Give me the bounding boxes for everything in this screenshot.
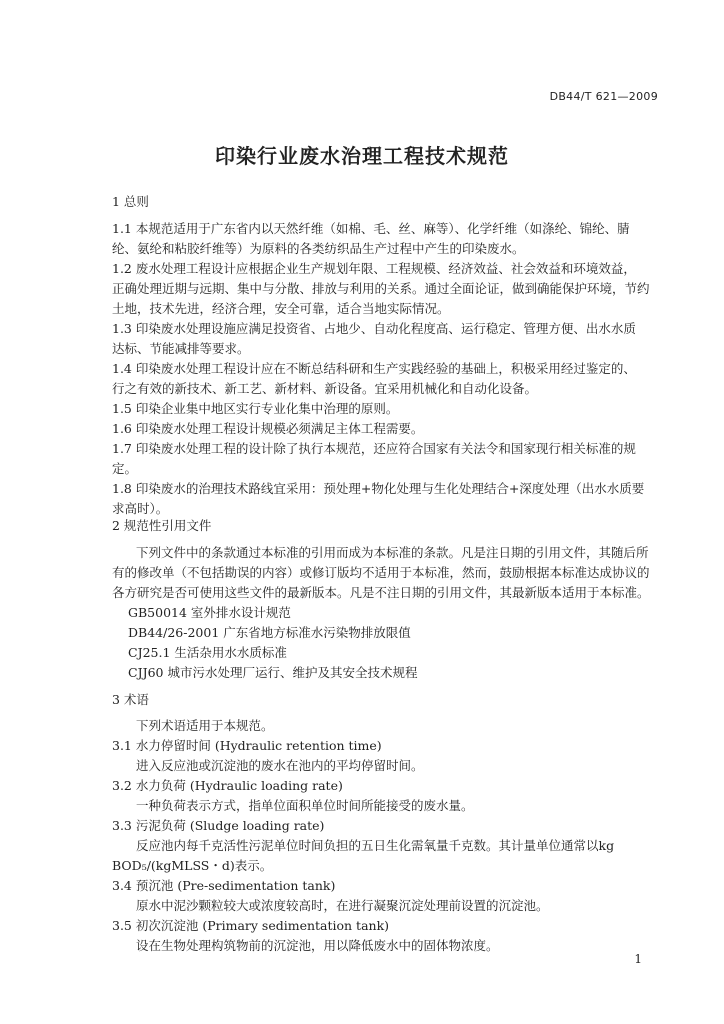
term-definition: 反应池内每千克活性污泥单位时间负担的五日生化需氧量千克数。其计量单位通常以kg: [136, 838, 615, 853]
paragraph-line: 下列术语适用于本规范。: [136, 718, 274, 733]
clause-line: 土地，技术先进，经济合理，安全可靠，适合当地实际情况。: [112, 301, 450, 316]
term-definition: 原水中泥沙颗粒较大或浓度较高时，在进行凝聚沉淀处理前设置的沉淀池。: [136, 898, 549, 913]
section-heading-1: 1 总则: [112, 194, 149, 209]
clause-line: 1.5 印染企业集中地区实行专业化集中治理的原则。: [112, 401, 399, 416]
clause-line: 1.7 印染废水处理工程的设计除了执行本规范，还应符合国家有关法令和国家现行相关标准的规: [112, 441, 636, 456]
reference-item: CJJ60 城市污水处理厂运行、维护及其安全技术规程: [128, 665, 418, 680]
clause-line: 求高时）。: [112, 501, 169, 516]
clause-line: 1.3 印染废水处理设施应满足投资省、占地少、自动化程度高、运行稳定、管理方便、出水水质: [112, 321, 636, 336]
standard-number: DB44/T 621—2009: [549, 90, 658, 103]
clause-line: 1.1 本规范适用于广东省内以天然纤维（如棉、毛、丝、麻等）、化学纤维（如涤纶、锦纶、腈: [112, 221, 630, 236]
term-definition: 进入反应池或沉淀池的废水在池内的平均停留时间。: [136, 758, 424, 773]
term-heading: 3.1 水力停留时间 (Hydraulic retention time): [112, 738, 382, 753]
paragraph-line: 下列文件中的条款通过本标准的引用而成为本标准的条款。凡是注日期的引用文件，其随后所: [136, 545, 649, 560]
clause-line: 定。: [112, 461, 138, 476]
term-definition: 设在生物处理构筑物前的沉淀池，用以降低废水中的固体物浓度。: [136, 938, 499, 953]
reference-item: DB44/26-2001 广东省地方标准水污染物排放限值: [128, 625, 411, 640]
section-heading-3: 3 术语: [112, 692, 149, 707]
clause-line: 1.2 废水处理工程设计应根据企业生产规划年限、工程规模、经济效益、社会效益和环境效益，: [112, 261, 636, 276]
clause-line: 正确处理近期与远期、集中与分散、排放与利用的关系。通过全面论证，做到确能保护环境，节约: [112, 281, 650, 296]
term-heading: 3.2 水力负荷 (Hydraulic loading rate): [112, 778, 343, 793]
section-heading-2: 2 规范性引用文件: [112, 518, 212, 533]
page-number: 1: [634, 952, 642, 966]
paragraph-line: 有的修改单（不包括勘误的内容）或修订版均不适用于本标准，然而，鼓励根据本标准达成协议的: [112, 565, 650, 580]
term-definition: 一种负荷表示方式，指单位面积单位时间所能接受的废水量。: [136, 798, 474, 813]
reference-item: GB50014 室外排水设计规范: [128, 605, 291, 620]
paragraph-line: 各方研究是否可使用这些文件的最新版本。凡是不注日期的引用文件，其最新版本适用于本标准。: [112, 585, 650, 600]
clause-line: 行之有效的新技术、新工艺、新材料、新设备。宜采用机械化和自动化设备。: [112, 381, 538, 396]
clause-line: 1.4 印染废水处理工程设计应在不断总结科研和生产实践经验的基础上，积极采用经过鉴定的、: [112, 361, 636, 376]
clause-line: 1.6 印染废水处理工程设计规模必须满足主体工程需要。: [112, 421, 424, 436]
term-heading: 3.4 预沉池 (Pre-sedimentation tank): [112, 878, 336, 893]
clause-line: 1.8 印染废水的治理技术路线宜采用：预处理+物化处理与生化处理结合+深度处理（出水水质要: [112, 481, 645, 496]
clause-line: 纶、氨纶和粘胶纤维等）为原料的各类纺织品生产过程中产生的印染废水。: [112, 241, 525, 256]
clause-line: 达标、节能减排等要求。: [112, 341, 250, 356]
term-heading: 3.3 污泥负荷 (Sludge loading rate): [112, 818, 325, 833]
term-heading: 3.5 初次沉淀池 (Primary sedimentation tank): [112, 918, 390, 933]
reference-item: CJ25.1 生活杂用水水质标准: [128, 645, 287, 660]
term-definition: BOD₅/(kgMLSS・d)表示。: [112, 858, 273, 873]
document-title: 印染行业废水治理工程技术规范: [215, 144, 509, 168]
